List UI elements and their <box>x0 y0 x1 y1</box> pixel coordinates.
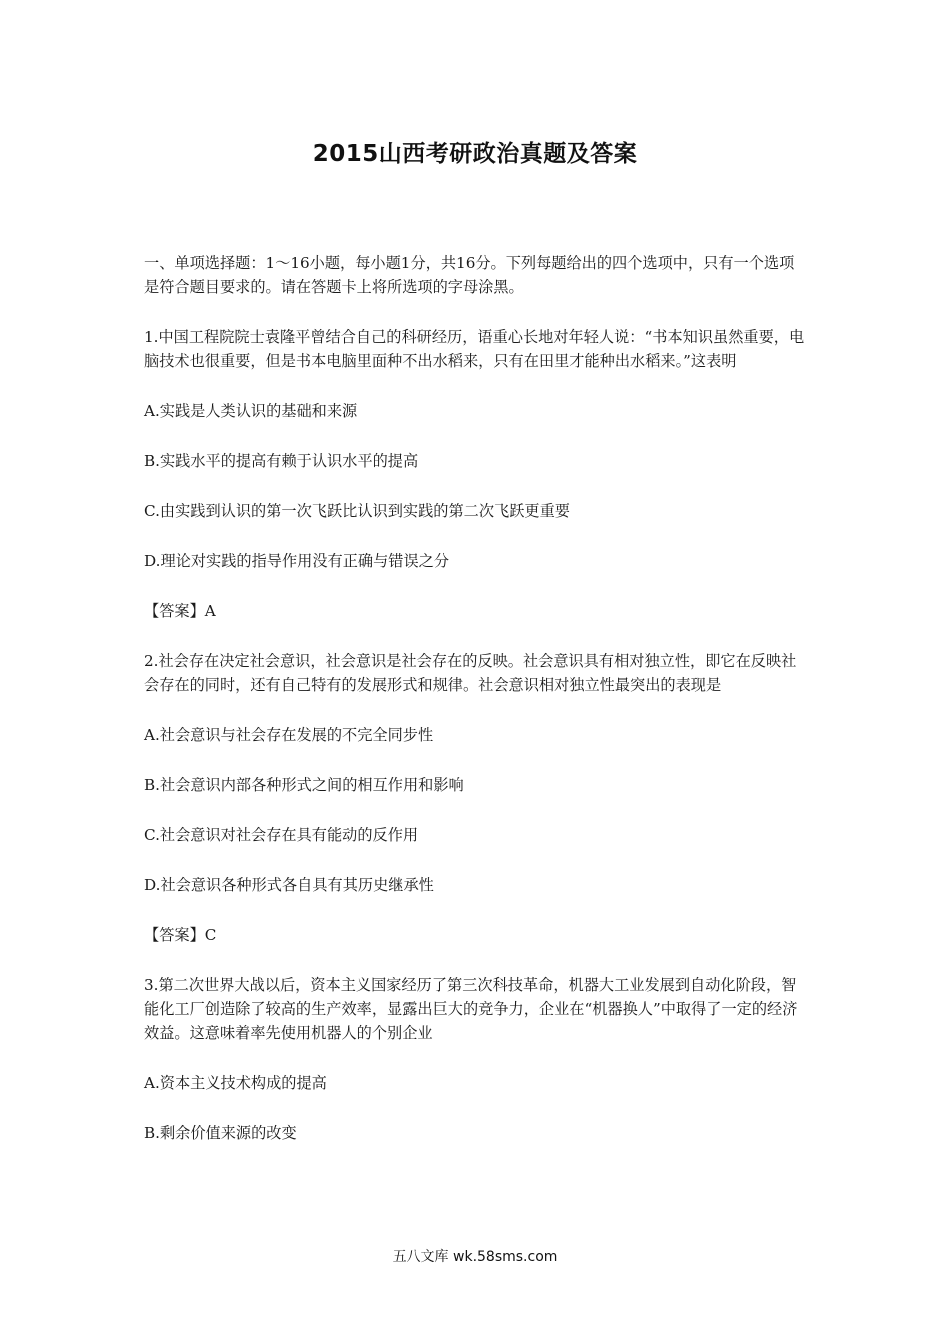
document-body <box>144 251 808 1171</box>
question-1 <box>144 325 808 623</box>
option-a: A.资本主义技术构成的提高 <box>144 1074 327 1092</box>
question-stem: 1.中国工程院院士袁隆平曾结合自己的科研经历，语重心长地对年轻人说：“书本知识虽然重要，电脑技术也很重要，但是书本电脑里面种不出水稻来，只有在田里才能种出水稻来。”这表明 <box>144 328 805 370</box>
option-c: C.由实践到认识的第一次飞跃比认识到实践的第二次飞跃更重要 <box>144 502 570 520</box>
option-a: A.实践是人类认识的基础和来源 <box>144 402 358 420</box>
answer-label: 【答案】A <box>144 602 216 620</box>
question-2 <box>144 649 808 947</box>
option-b: B.剩余价值来源的改变 <box>144 1124 297 1142</box>
page-title: 2015山西考研政治真题及答案 <box>312 141 638 167</box>
question-stem: 3.第二次世界大战以后，资本主义国家经历了第三次科技革命，机器大工业发展到自动化阶段，智能化工厂创造除了较高的生产效率，显露出巨大的竞争力，企业在“机器换人”中取得了一定的经济效益。这意味着率先使用机器人的个别企业 <box>144 976 798 1042</box>
option-d: D.理论对实践的指导作用没有正确与错误之分 <box>144 552 450 570</box>
section-instructions: 一、单项选择题：1～16小题，每小题1分，共16分。下列每题给出的四个选项中，只有一个选项是符合题目要求的。请在答题卡上将所选项的字母涂黑。 <box>144 254 795 296</box>
option-b: B.实践水平的提高有赖于认识水平的提高 <box>144 452 419 470</box>
option-d: D.社会意识各种形式各自具有其历史继承性 <box>144 876 434 894</box>
option-b: B.社会意识内部各种形式之间的相互作用和影响 <box>144 776 464 794</box>
question-3 <box>144 973 808 1145</box>
option-c: C.社会意识对社会存在具有能动的反作用 <box>144 826 419 844</box>
footer-watermark: 五八文库 wk.58sms.com <box>392 1249 558 1265</box>
answer-label: 【答案】C <box>144 926 217 944</box>
question-stem: 2.社会存在决定社会意识，社会意识是社会存在的反映。社会意识具有相对独立性，即它在反映社会存在的同时，还有自己特有的发展形式和规律。社会意识相对独立性最突出的表现是 <box>144 652 797 694</box>
option-a: A.社会意识与社会存在发展的不完全同步性 <box>144 726 434 744</box>
